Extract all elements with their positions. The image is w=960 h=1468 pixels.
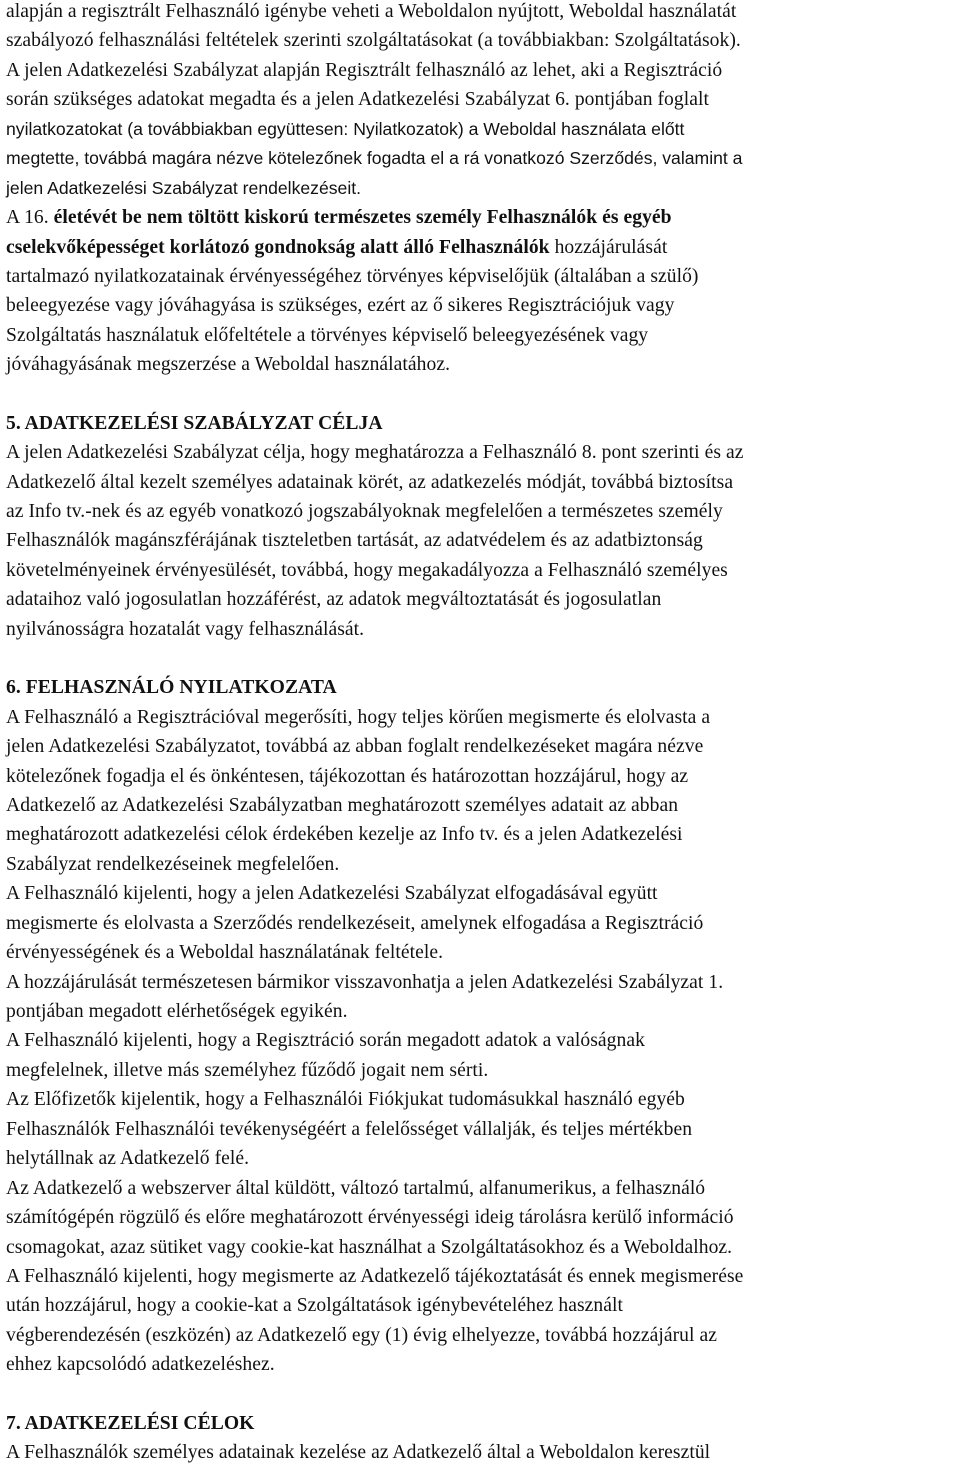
text-line: Felhasználók Felhasználói tevékenységéért a felelősséget vállalják, és teljes mértékben bbox=[6, 1118, 693, 1140]
section-heading: 6. FELHASZNÁLÓ NYILATKOZATA bbox=[6, 677, 337, 699]
text-line: jóváhagyásának megszerzése a Weboldal használatához. bbox=[6, 354, 451, 376]
text-line bbox=[6, 203, 952, 232]
text-line: Adatkezelő által kezelt személyes adatainak körét, az adatkezelés módját, továbbá biztosítsa bbox=[6, 471, 734, 493]
text-line: után hozzájárul, hogy a cookie-kat a Szolgáltatások igénybevételéhez használt bbox=[6, 1295, 623, 1317]
intro-paragraph bbox=[6, 0, 952, 203]
section-heading: 7. ADATKEZELÉSI CÉLOK bbox=[6, 1412, 255, 1434]
text-line: Szolgáltatás használatuk előfeltétele a törvényes képviselő beleegyezésének vagy bbox=[6, 324, 649, 346]
text-line: A jelen Adatkezelési Szabályzat célja, hogy meghatározza a Felhasználó 8. pont szerinti és az bbox=[6, 442, 744, 464]
text-line: megtette, továbbá magára nézve kötelezőnek fogadta el a rá vonatkozó Szerződés, valamint a bbox=[6, 148, 743, 169]
text-line bbox=[6, 233, 952, 262]
paragraph-gap bbox=[6, 644, 952, 673]
minors-bold-text: cselekvőképességet korlátozó gondnokság alatt álló Felhasználók bbox=[6, 236, 550, 258]
text-line: során szükséges adatokat megadta és a jelen Adatkezelési Szabályzat 6. pontjában foglalt bbox=[6, 89, 709, 111]
text-line: ehhez kapcsolódó adatkezeléshez. bbox=[6, 1354, 275, 1376]
text-line: Felhasználók magánszférájának tiszteletben tartását, az adatvédelem és az adatbiztonság bbox=[6, 530, 703, 552]
text-line: megfelelnek, illetve más személyhez fűződő jogait nem sérti. bbox=[6, 1059, 489, 1081]
minors-prefix: A 16. bbox=[6, 207, 54, 229]
paragraph-gap bbox=[6, 380, 952, 409]
text-line: érvényességének és a Weboldal használatának feltétele. bbox=[6, 942, 444, 964]
minors-bold-text: életévét be nem töltött kiskorú természetes személy Felhasználók és egyéb bbox=[53, 207, 672, 229]
text-line: tartalmazó nyilatkozatainak érvényességéhez törvényes képviselőjük (általában a szülő) bbox=[6, 265, 699, 287]
text-line: helytállnak az Adatkezelő felé. bbox=[6, 1148, 250, 1170]
text-line: számítógépén rögzülő és előre meghatározott érvényességi ideig tárolásra kerülő információ bbox=[6, 1207, 734, 1229]
text-line: jelen Adatkezelési Szabályzatot, továbbá az abban foglalt rendelkezéseket magára nézve bbox=[6, 736, 704, 758]
text-line: beleegyezése vagy jóváhagyása is szükséges, ezért az ő sikeres Regisztrációjuk vagy bbox=[6, 295, 675, 317]
text-line: A Felhasználó kijelenti, hogy megismerte az Adatkezelő tájékoztatását és ennek megismerése bbox=[6, 1265, 744, 1287]
text-line: csomagokat, azaz sütiket vagy cookie-kat használhat a Szolgáltatásokhoz és a Weboldalhoz. bbox=[6, 1236, 733, 1258]
section-heading: 5. ADATKEZELÉSI SZABÁLYZAT CÉLJA bbox=[6, 412, 383, 434]
text-line: A jelen Adatkezelési Szabályzat alapján Regisztrált felhasználó az lehet, aki a Regisztráció bbox=[6, 59, 723, 81]
text-line: végberendezésén (eszközén) az Adatkezelő egy (1) évig elhelyezze, továbbá hozzájárul az bbox=[6, 1324, 717, 1346]
text-line: A Felhasználó kijelenti, hogy a Regisztráció során megadott adatok a valóságnak bbox=[6, 1030, 645, 1052]
text-line: Szabályzat rendelkezéseinek megfelelően. bbox=[6, 853, 340, 875]
text-line: Az Adatkezelő a webszerver által küldött, változó tartalmú, alfanumerikus, a felhasználó bbox=[6, 1177, 706, 1199]
text-line: nyilvánosságra hozatalát vagy felhasználását. bbox=[6, 618, 365, 640]
text-line: pontjában megadott elérhetőségek egyikén. bbox=[6, 1001, 348, 1022]
text-line: alapján a regisztrált Felhasználó igénybe veheti a Weboldalon nyújtott, Weboldal használatát bbox=[6, 1, 737, 22]
section-5 bbox=[6, 409, 952, 645]
text-line: az Info tv.-nek és az egyéb vonatkozó jogszabályoknak megfelelően a természetes személy bbox=[6, 501, 723, 522]
minors-paragraph bbox=[6, 203, 952, 380]
text-line: A Felhasználó kijelenti, hogy a jelen Adatkezelési Szabályzat elfogadásával együtt bbox=[6, 883, 658, 905]
text-line: A hozzájárulását természetesen bármikor visszavonhatja a jelen Adatkezelési Szabályzat 1. bbox=[6, 971, 724, 993]
text-line: nyilatkozatokat (a továbbiakban együttesen: Nyilatkozatok) a Weboldal használata előtt bbox=[6, 118, 685, 139]
text-line: szabályozó felhasználási feltételek szerinti szolgáltatásokat (a továbbiakban: Szolgáltatások). bbox=[6, 30, 741, 52]
text-line: Adatkezelő az Adatkezelési Szabályzatban meghatározott személyes adatait az abban bbox=[6, 794, 679, 816]
text-line: követelményeinek érvényesülését, továbbá, hogy megakadályozza a Felhasználó személyes bbox=[6, 559, 728, 581]
text-line: megismerte és elolvasta a Szerződés rendelkezéseit, amelynek elfogadása a Regisztráció bbox=[6, 912, 704, 934]
text-line: jelen Adatkezelési Szabályzat rendelkezéseit. bbox=[6, 177, 362, 198]
text-line: A Felhasználó a Regisztrációval megerősíti, hogy teljes körűen megismerte és elolvasta a bbox=[6, 706, 711, 728]
section-7 bbox=[6, 1409, 952, 1468]
minors-suffix: hozzájárulását bbox=[549, 236, 668, 258]
section-6 bbox=[6, 673, 952, 1380]
text-line: meghatározott adatkezelési célok érdekében kezelje az Info tv. és a jelen Adatkezelési bbox=[6, 824, 683, 846]
paragraph-gap bbox=[6, 1380, 952, 1409]
text-line: Az Előfizetők kijelentik, hogy a Felhasználói Fiókjukat tudomásukkal használó egyéb bbox=[6, 1089, 685, 1111]
text-line: A Felhasználók személyes adatainak kezelése az Adatkezelő által a Weboldalon keresztül bbox=[6, 1442, 711, 1464]
text-line: kötelezőnek fogadja el és önkéntesen, tájékozottan és határozottan hozzájárul, hogy az bbox=[6, 765, 689, 787]
text-line: adataihoz való jogosulatlan hozzáférést, az adatok megváltoztatását és jogosulatlan bbox=[6, 589, 662, 611]
